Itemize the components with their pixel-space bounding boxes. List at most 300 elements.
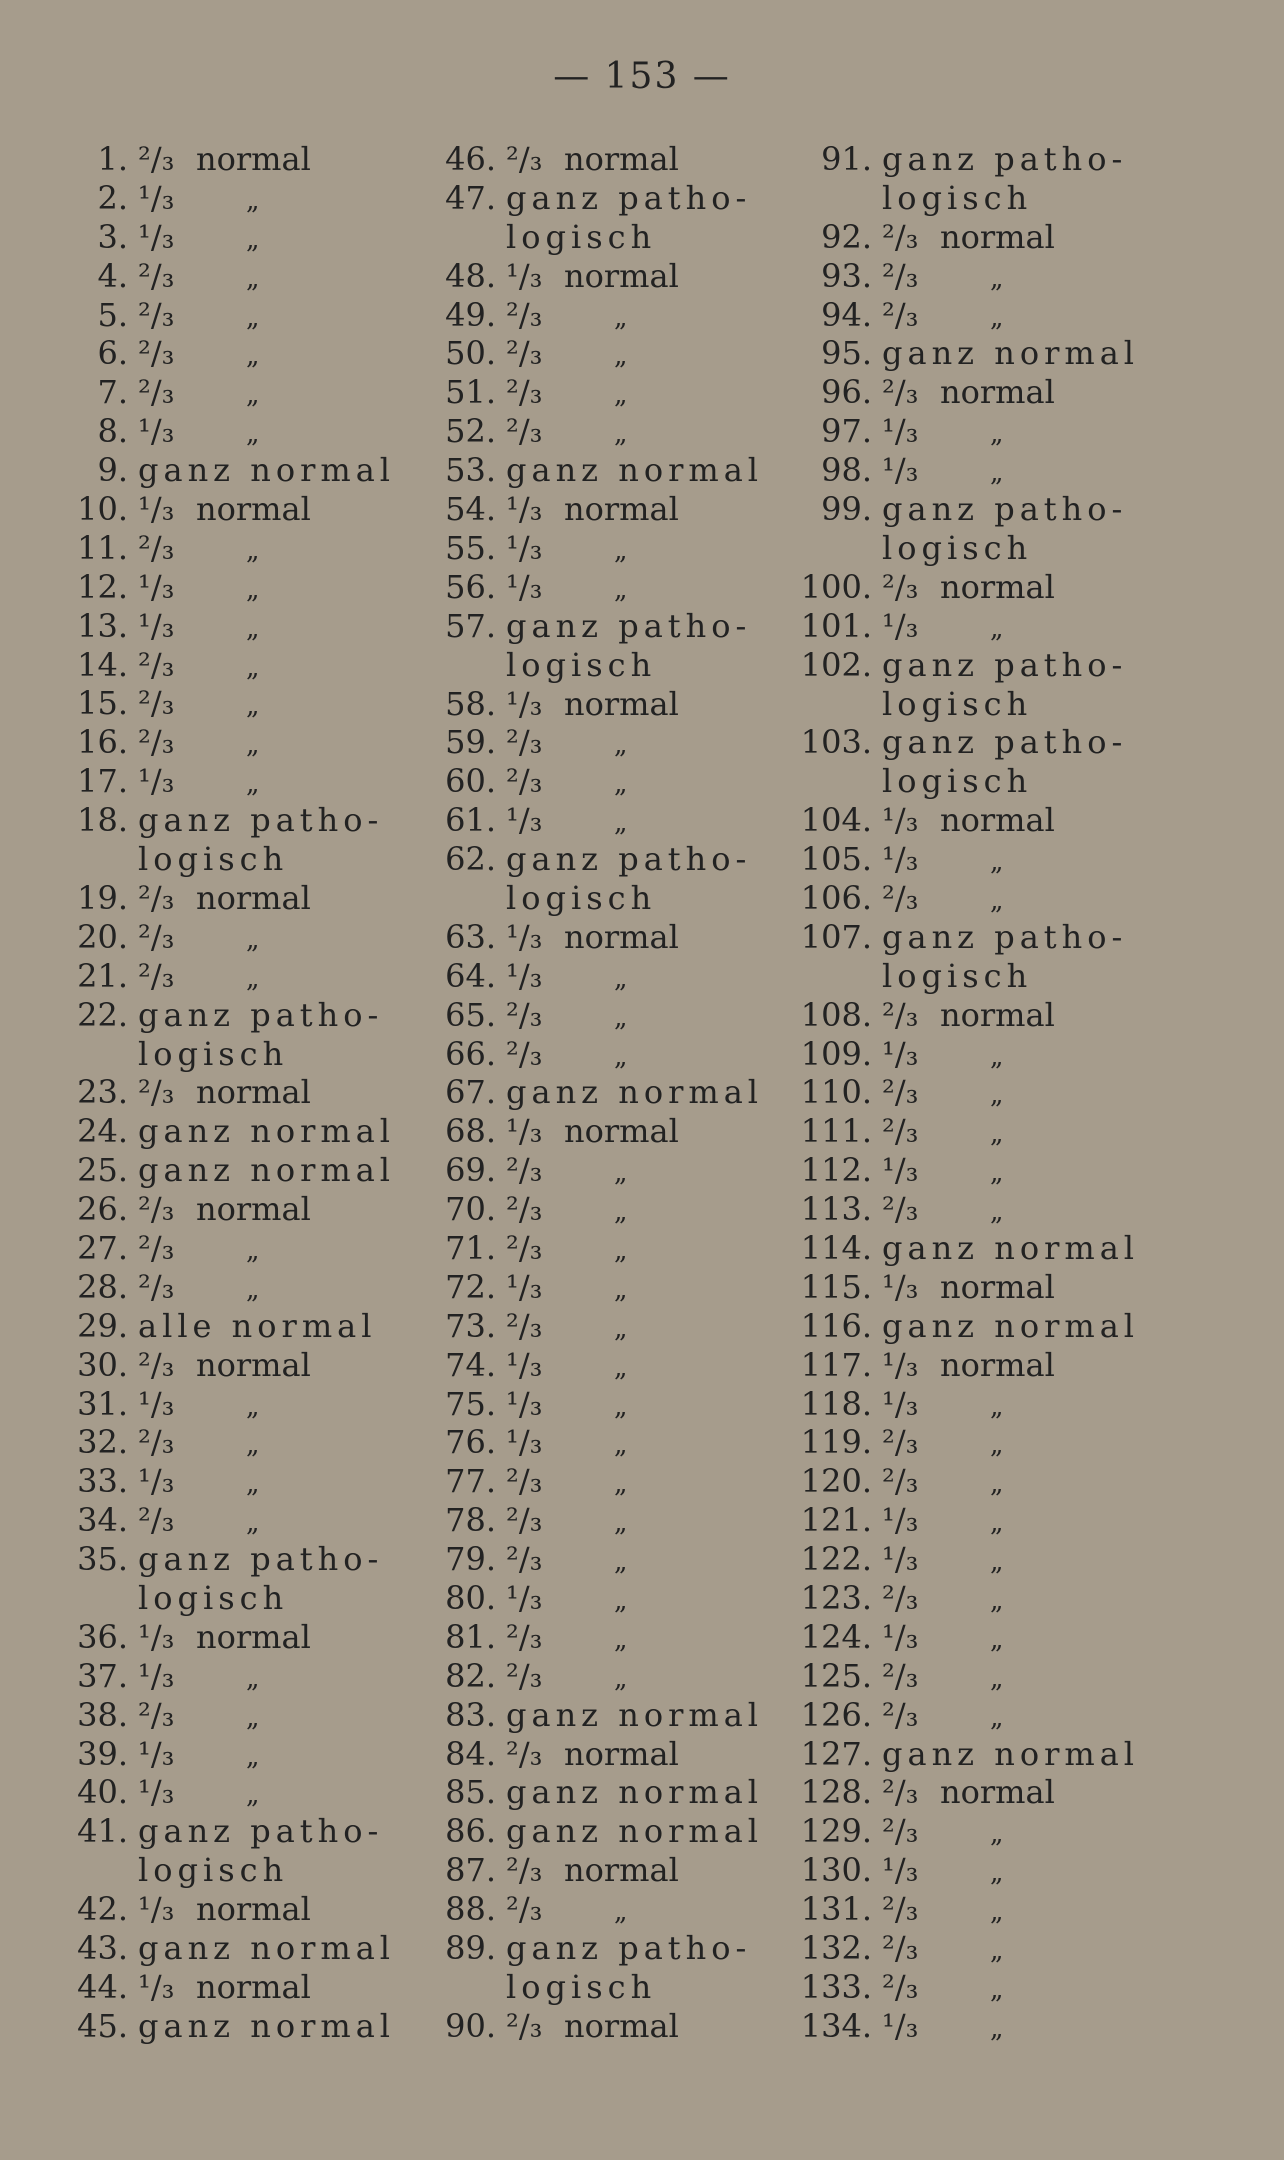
entry-text: ganz normal: [882, 1229, 1140, 1268]
entry-fraction: ¹/₃: [506, 801, 543, 840]
entry-number: 88.: [445, 1890, 496, 1929]
entry-value: [506, 1540, 627, 1582]
entry-value: [882, 1618, 1003, 1660]
entry-value: [506, 1812, 763, 1851]
entry-fraction: ²/₃: [506, 1540, 543, 1579]
list-item: [430, 1346, 790, 1385]
entry-value: [506, 334, 627, 376]
entry-text: ganz patho-: [138, 1812, 384, 1851]
entry-value: [882, 451, 1003, 493]
entry-value: [506, 1307, 627, 1349]
list-item: [62, 957, 422, 996]
list-item: [786, 1423, 1166, 1462]
entry-text-continued: logisch: [506, 878, 657, 917]
list-item: [62, 140, 422, 179]
ditto-mark: „: [614, 769, 628, 800]
entry-number: 65.: [445, 995, 496, 1034]
list-item: [430, 451, 790, 490]
entry-value: [882, 1890, 1003, 1932]
list-item: [62, 1657, 422, 1696]
ditto-mark: „: [246, 341, 260, 372]
entry-number: 31.: [77, 1384, 128, 1423]
entry-text: normal: [940, 217, 1055, 256]
entry-number: 112.: [800, 1151, 872, 1190]
entry-value: [882, 334, 1139, 373]
entry-value: [882, 1073, 1003, 1115]
list-item: [786, 1929, 1166, 1968]
list-item: [430, 1929, 790, 2007]
ditto-mark: „: [614, 574, 628, 605]
entry-number: 63.: [445, 917, 496, 956]
ditto-mark: „: [614, 1002, 628, 1033]
entry-number: 95.: [821, 334, 872, 373]
ditto-mark: „: [246, 1469, 260, 1500]
list-item: [430, 257, 790, 296]
column-2: [430, 140, 790, 2046]
entry-text: ganz patho-: [506, 840, 752, 879]
list-item: [786, 1773, 1166, 1812]
entry-fraction: ²/₃: [882, 1423, 919, 1462]
entry-number: 61.: [445, 801, 496, 840]
entry-value: [882, 1501, 1003, 1543]
ditto-mark: „: [990, 1858, 1004, 1889]
entry-text: ganz patho-: [138, 801, 384, 840]
entry-number: 19.: [77, 878, 128, 917]
entry-number: 15.: [77, 684, 128, 723]
entry-text: normal: [564, 1734, 679, 1773]
entry-value: [506, 1696, 763, 1735]
entry-number: 52.: [445, 412, 496, 451]
list-item: [62, 2007, 422, 2046]
list-item: [62, 373, 422, 412]
ditto-mark: „: [246, 1274, 260, 1305]
entry-fraction: ¹/₃: [506, 1267, 543, 1306]
entry-value: [506, 1423, 627, 1465]
entry-number: 70.: [445, 1190, 496, 1229]
list-item: [786, 1073, 1166, 1112]
list-item: [62, 296, 422, 335]
list-item: [430, 1423, 790, 1462]
entry-value: [506, 373, 627, 415]
list-item: [786, 334, 1166, 373]
ditto-mark: „: [246, 924, 260, 955]
entry-fraction: ²/₃: [138, 373, 175, 412]
entry-number: 83.: [445, 1695, 496, 1734]
entry-text: ganz patho-: [138, 1540, 384, 1579]
entry-value: [506, 762, 627, 804]
entry-text: normal: [940, 1773, 1055, 1812]
entry-number: 40.: [77, 1773, 128, 1812]
entry-value: [138, 1073, 311, 1112]
entry-number: 96.: [821, 373, 872, 412]
list-item: [430, 179, 790, 257]
entry-number: 108.: [800, 995, 872, 1034]
ditto-mark: „: [990, 1974, 1004, 2005]
list-item: [62, 1929, 422, 1968]
ditto-mark: „: [614, 302, 628, 333]
entry-text: alle normal: [138, 1306, 377, 1345]
entry-number: 97.: [821, 412, 872, 451]
list-item: [62, 1462, 422, 1501]
ditto-mark: „: [990, 1897, 1004, 1928]
list-item: [430, 957, 790, 996]
entry-number: 72.: [445, 1267, 496, 1306]
list-item: [62, 1229, 422, 1268]
entry-value: [138, 1812, 383, 1890]
ditto-mark: „: [614, 1663, 628, 1694]
ditto-mark: „: [614, 1508, 628, 1539]
column-3: [786, 140, 1166, 2046]
entry-value: [882, 218, 1055, 257]
entry-number: 116.: [800, 1306, 872, 1345]
list-item: [62, 801, 422, 879]
entry-value: [882, 1735, 1139, 1774]
entry-number: 32.: [77, 1423, 128, 1462]
entry-text: ganz patho-: [882, 917, 1128, 956]
entry-fraction: ²/₃: [882, 1656, 919, 1695]
entry-fraction: ²/₃: [138, 295, 175, 334]
list-item: [786, 1657, 1166, 1696]
list-item: [786, 1151, 1166, 1190]
list-item: [430, 996, 790, 1035]
ditto-mark: „: [246, 263, 260, 294]
entry-value: [506, 296, 627, 338]
list-item: [62, 1112, 422, 1151]
entry-text-continued: logisch: [882, 762, 1033, 801]
entry-number: 93.: [821, 256, 872, 295]
entry-fraction: ²/₃: [506, 1228, 543, 1267]
entry-number: 127.: [800, 1734, 872, 1773]
entry-text: normal: [196, 140, 311, 178]
entry-number: 11.: [77, 528, 128, 567]
entry-value: [138, 1618, 311, 1657]
entry-value: [138, 1968, 311, 2007]
ditto-mark: „: [246, 574, 260, 605]
entry-value: [506, 412, 627, 454]
entry-fraction: ²/₃: [506, 1734, 543, 1773]
ditto-mark: „: [246, 1702, 260, 1733]
entry-value: [506, 1462, 627, 1504]
list-item: [786, 1385, 1166, 1424]
entry-number: 124.: [800, 1617, 872, 1656]
entry-value: [882, 373, 1055, 412]
entry-number: 13.: [77, 606, 128, 645]
entry-fraction: ¹/₃: [138, 1462, 175, 1501]
entry-number: 6.: [97, 334, 128, 373]
ditto-mark: „: [246, 1780, 260, 1811]
entry-value: [882, 1035, 1003, 1077]
entry-fraction: ¹/₃: [882, 801, 919, 840]
entry-fraction: ¹/₃: [138, 1967, 175, 2006]
entry-fraction: ¹/₃: [882, 1267, 919, 1306]
entry-fraction: ¹/₃: [506, 1579, 543, 1617]
ditto-mark: „: [990, 1508, 1004, 1539]
entry-fraction: ²/₃: [882, 878, 919, 917]
entry-fraction: ²/₃: [506, 995, 543, 1034]
entry-value: [138, 646, 259, 688]
entry-fraction: ²/₃: [882, 1929, 919, 1968]
list-item: [430, 1035, 790, 1074]
entry-fraction: ²/₃: [506, 1034, 543, 1073]
entry-value: [882, 840, 1003, 882]
entry-fraction: ²/₃: [138, 528, 175, 567]
entry-fraction: ²/₃: [138, 140, 175, 178]
list-item: [430, 685, 790, 724]
list-item: [62, 1812, 422, 1890]
list-item: [786, 607, 1166, 646]
ditto-mark: „: [246, 769, 260, 800]
entry-number: 69.: [445, 1151, 496, 1190]
entry-value: [506, 451, 763, 490]
entry-text: ganz patho-: [882, 645, 1128, 684]
entry-value: [506, 1151, 627, 1193]
entry-fraction: ¹/₃: [882, 1151, 919, 1190]
entry-text: normal: [196, 1967, 311, 2006]
entry-value: [882, 257, 1003, 299]
entry-value: [138, 1657, 259, 1699]
entry-text-continued: logisch: [138, 1034, 289, 1073]
entry-number: 133.: [800, 1967, 872, 2006]
list-item: [430, 1307, 790, 1346]
entry-number: 54.: [445, 490, 496, 529]
entry-value: [506, 1501, 627, 1543]
entry-value: [138, 1385, 259, 1427]
entry-text: normal: [196, 1190, 311, 1229]
entry-number: 51.: [445, 373, 496, 412]
entry-value: [138, 1346, 311, 1385]
entry-number: 10.: [77, 490, 128, 529]
entry-number: 5.: [97, 295, 128, 334]
entry-value: [138, 1229, 259, 1271]
list-item: [786, 1851, 1166, 1890]
entry-number: 12.: [77, 567, 128, 606]
entry-value: [882, 801, 1055, 840]
entry-number: 1.: [97, 140, 128, 178]
entry-number: 7.: [97, 373, 128, 412]
entry-fraction: ²/₃: [506, 140, 543, 178]
entry-value: [882, 1385, 1003, 1427]
entry-text: ganz normal: [138, 451, 396, 490]
entry-value: [882, 1968, 1003, 2010]
entry-text-continued: logisch: [882, 956, 1033, 995]
entry-fraction: ¹/₃: [138, 490, 175, 529]
entry-value: [882, 2007, 1003, 2049]
entry-number: 107.: [800, 917, 872, 956]
list-item: [62, 879, 422, 918]
entry-text: ganz normal: [138, 1929, 396, 1968]
ditto-mark: „: [614, 1624, 628, 1655]
entry-fraction: ¹/₃: [882, 1851, 919, 1890]
ditto-mark: „: [990, 458, 1004, 489]
entry-value: [138, 1307, 376, 1346]
entry-value: [506, 918, 679, 957]
entry-value: [882, 1229, 1139, 1268]
entry-fraction: ²/₃: [506, 762, 543, 801]
list-item: [430, 296, 790, 335]
entry-value: [138, 529, 259, 571]
entry-number: 41.: [77, 1812, 128, 1851]
entry-number: 105.: [800, 840, 872, 879]
ditto-mark: „: [614, 341, 628, 372]
entry-value: [138, 1773, 259, 1815]
entry-number: 132.: [800, 1929, 872, 1968]
entry-fraction: ¹/₃: [138, 1656, 175, 1695]
entry-number: 22.: [77, 995, 128, 1034]
entry-text-continued: logisch: [506, 217, 657, 256]
ditto-mark: „: [246, 1741, 260, 1772]
entry-fraction: ¹/₃: [506, 528, 543, 567]
entry-text: ganz normal: [882, 334, 1140, 373]
ditto-mark: „: [990, 1702, 1004, 1733]
list-item: [62, 684, 422, 723]
entry-fraction: ²/₃: [506, 1617, 543, 1656]
entry-value: [506, 1890, 627, 1932]
list-item: [430, 1190, 790, 1229]
entry-text-continued: logisch: [882, 684, 1033, 723]
list-item: [430, 1657, 790, 1696]
entry-value: [506, 257, 679, 296]
entry-number: 62.: [445, 840, 496, 879]
list-item: [786, 296, 1166, 335]
entry-number: 56.: [445, 567, 496, 606]
entry-number: 102.: [800, 645, 872, 684]
entry-number: 117.: [800, 1345, 872, 1384]
list-item: [430, 1579, 790, 1618]
entry-text: normal: [940, 1345, 1055, 1384]
entry-value: [506, 1735, 679, 1774]
entry-fraction: ²/₃: [882, 995, 919, 1034]
entry-value: [138, 412, 259, 454]
entry-number: 99.: [821, 490, 872, 529]
entry-fraction: ²/₃: [882, 217, 919, 256]
entry-number: 35.: [77, 1540, 128, 1579]
entry-value: [882, 1423, 1003, 1465]
list-item: [430, 1812, 790, 1851]
entry-value: [506, 996, 627, 1038]
entry-number: 82.: [445, 1656, 496, 1695]
entry-number: 92.: [821, 217, 872, 256]
ditto-mark: „: [246, 730, 260, 761]
list-item: [430, 568, 790, 607]
list-item: [786, 568, 1166, 607]
entry-value: [506, 1579, 627, 1621]
list-item: [62, 1268, 422, 1307]
entry-number: 79.: [445, 1540, 496, 1579]
entry-value: [506, 685, 679, 724]
entry-number: 125.: [800, 1656, 872, 1695]
entry-value: [882, 1579, 1003, 1621]
entry-number: 84.: [445, 1734, 496, 1773]
entry-fraction: ²/₃: [506, 723, 543, 762]
entry-fraction: ¹/₃: [882, 840, 919, 879]
entry-fraction: ²/₃: [138, 878, 175, 917]
list-item: [430, 1268, 790, 1307]
entry-number: 66.: [445, 1034, 496, 1073]
entry-fraction: ²/₃: [882, 1190, 919, 1229]
entry-fraction: ¹/₃: [882, 1617, 919, 1656]
entry-fraction: ¹/₃: [138, 762, 175, 801]
ditto-mark: „: [246, 691, 260, 722]
entry-value: [138, 879, 311, 918]
ditto-mark: „: [990, 847, 1004, 878]
list-item: [786, 1190, 1166, 1229]
entry-value: [882, 1190, 1003, 1232]
ditto-mark: „: [614, 1391, 628, 1422]
entry-number: 16.: [77, 723, 128, 762]
entry-text: normal: [196, 1890, 311, 1929]
entry-value: [138, 296, 259, 338]
entry-text: normal: [196, 490, 311, 529]
entry-fraction: ¹/₃: [882, 1540, 919, 1579]
entry-text-continued: logisch: [882, 178, 1033, 217]
entry-text: ganz normal: [882, 1306, 1140, 1345]
entry-value: [882, 646, 1127, 724]
list-item: [786, 1346, 1166, 1385]
ditto-mark: „: [246, 963, 260, 994]
ditto-mark: „: [614, 1469, 628, 1500]
entry-fraction: ²/₃: [882, 1112, 919, 1151]
list-item: [786, 1812, 1166, 1851]
entry-value: [138, 957, 259, 999]
entry-text: ganz normal: [882, 1734, 1140, 1773]
list-item: [62, 723, 422, 762]
entry-value: [882, 1112, 1003, 1154]
entry-value: [138, 684, 259, 726]
entry-fraction: ²/₃: [882, 295, 919, 334]
entry-fraction: ²/₃: [138, 723, 175, 762]
ditto-mark: „: [614, 1235, 628, 1266]
entry-number: 74.: [445, 1345, 496, 1384]
entry-text: normal: [564, 2006, 679, 2045]
list-item: [786, 1112, 1166, 1151]
entry-value: [882, 879, 1003, 921]
ditto-mark: „: [246, 380, 260, 411]
entry-text: ganz normal: [506, 1073, 764, 1112]
entry-text: ganz patho-: [506, 606, 752, 645]
ditto-mark: „: [614, 1197, 628, 1228]
entry-number: 111.: [800, 1112, 872, 1151]
list-item: [430, 918, 790, 957]
ditto-mark: „: [990, 1430, 1004, 1461]
ditto-mark: „: [990, 1391, 1004, 1422]
entry-fraction: ¹/₃: [138, 606, 175, 645]
list-item: [62, 1423, 422, 1462]
list-item: [430, 140, 790, 179]
entry-value: [882, 1851, 1003, 1893]
entry-text: ganz normal: [506, 1773, 764, 1812]
entry-fraction: ²/₃: [506, 2006, 543, 2045]
ditto-mark: „: [246, 652, 260, 683]
entry-number: 109.: [800, 1034, 872, 1073]
entry-number: 28.: [77, 1267, 128, 1306]
entry-value: [882, 996, 1055, 1035]
entry-fraction: ²/₃: [506, 373, 543, 412]
ditto-mark: „: [990, 613, 1004, 644]
entry-fraction: ¹/₃: [138, 567, 175, 606]
list-item: [62, 451, 422, 490]
entry-fraction: ²/₃: [882, 1695, 919, 1734]
entry-number: 134.: [800, 2006, 872, 2045]
ditto-mark: „: [614, 1041, 628, 1072]
entry-value: [506, 568, 627, 610]
list-item: [786, 1035, 1166, 1074]
entry-value: [506, 840, 751, 918]
list-item: [62, 179, 422, 218]
entry-text: ganz patho-: [506, 1929, 752, 1968]
entry-number: 60.: [445, 762, 496, 801]
entry-value: [882, 1773, 1055, 1812]
list-item: [430, 529, 790, 568]
